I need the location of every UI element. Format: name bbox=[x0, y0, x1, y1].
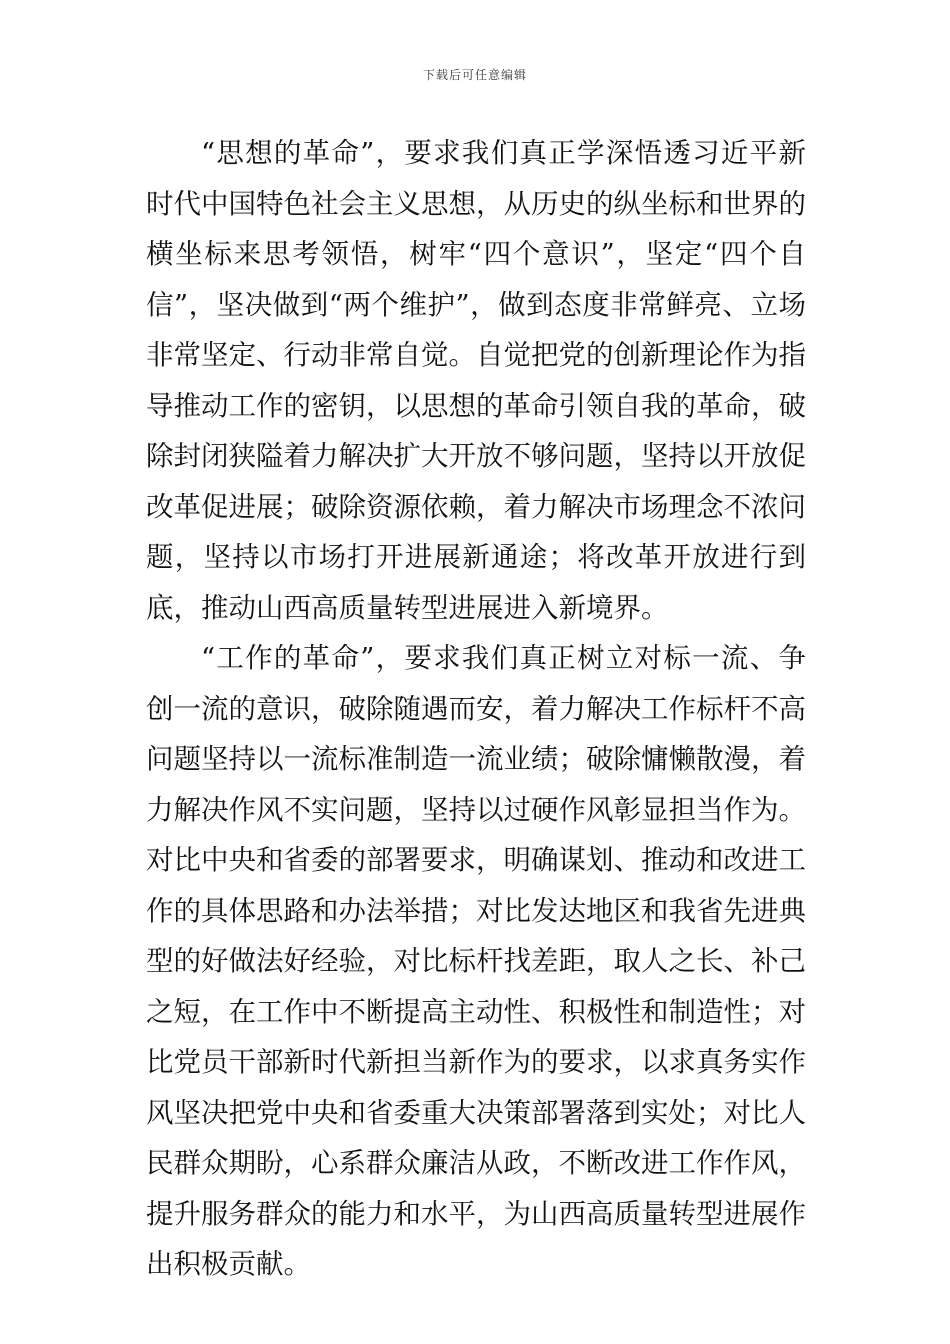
paragraph-thought-revolution: “思想的革命”，要求我们真正学深悟透习近平新时代中国特色社会主义思想，从历史的纵坐标和世界的横坐标来思考领悟，树牢“四个意识”，坚定“四个自信”，坚决做到“两个维护”，做到态度非常鲜亮、立场非常坚定、行动非常自觉。自觉把党的创新理论作为指导推动工作的密钥，以思想的革命引领自我的革命，破除封闭狭隘着力解决扩大开放不够问题，坚持以开放促改革促进展；破除资源依赖，着力解决市场理念不浓问题，坚持以市场打开进展新通途；将改革开放进行到底，推动山西高质量转型进展进入新境界。 bbox=[146, 137, 806, 624]
paragraph-work-revolution: “工作的革命”，要求我们真正树立对标一流、争创一流的意识，破除随遇而安，着力解决工作标杆不高问题坚持以一流标准制造一流业绩；破除慵懒散漫，着力解决作风不实问题，坚持以过硬作风彰显担当作为。对比中央和省委的部署要求，明确谋划、推动和改进工作的具体思路和办法举措；对比发达地区和我省先进典型的好做法好经验，对比标杆找差距，取人之长、补己之短，在工作中不断提高主动性、积极性和制造性；对比党员干部新时代新担当新作为的要求，以求真务实作风坚决把党中央和省委重大决策部署落到实处；对比人民群众期盼，心系群众廉洁从政，不断改进工作作风，提升服务群众的能力和水平，为山西高质量转型进展作出积极贡献。 bbox=[146, 642, 806, 1280]
document-body bbox=[146, 128, 806, 1290]
header-note: 下载后可任意编辑 bbox=[422, 68, 527, 82]
